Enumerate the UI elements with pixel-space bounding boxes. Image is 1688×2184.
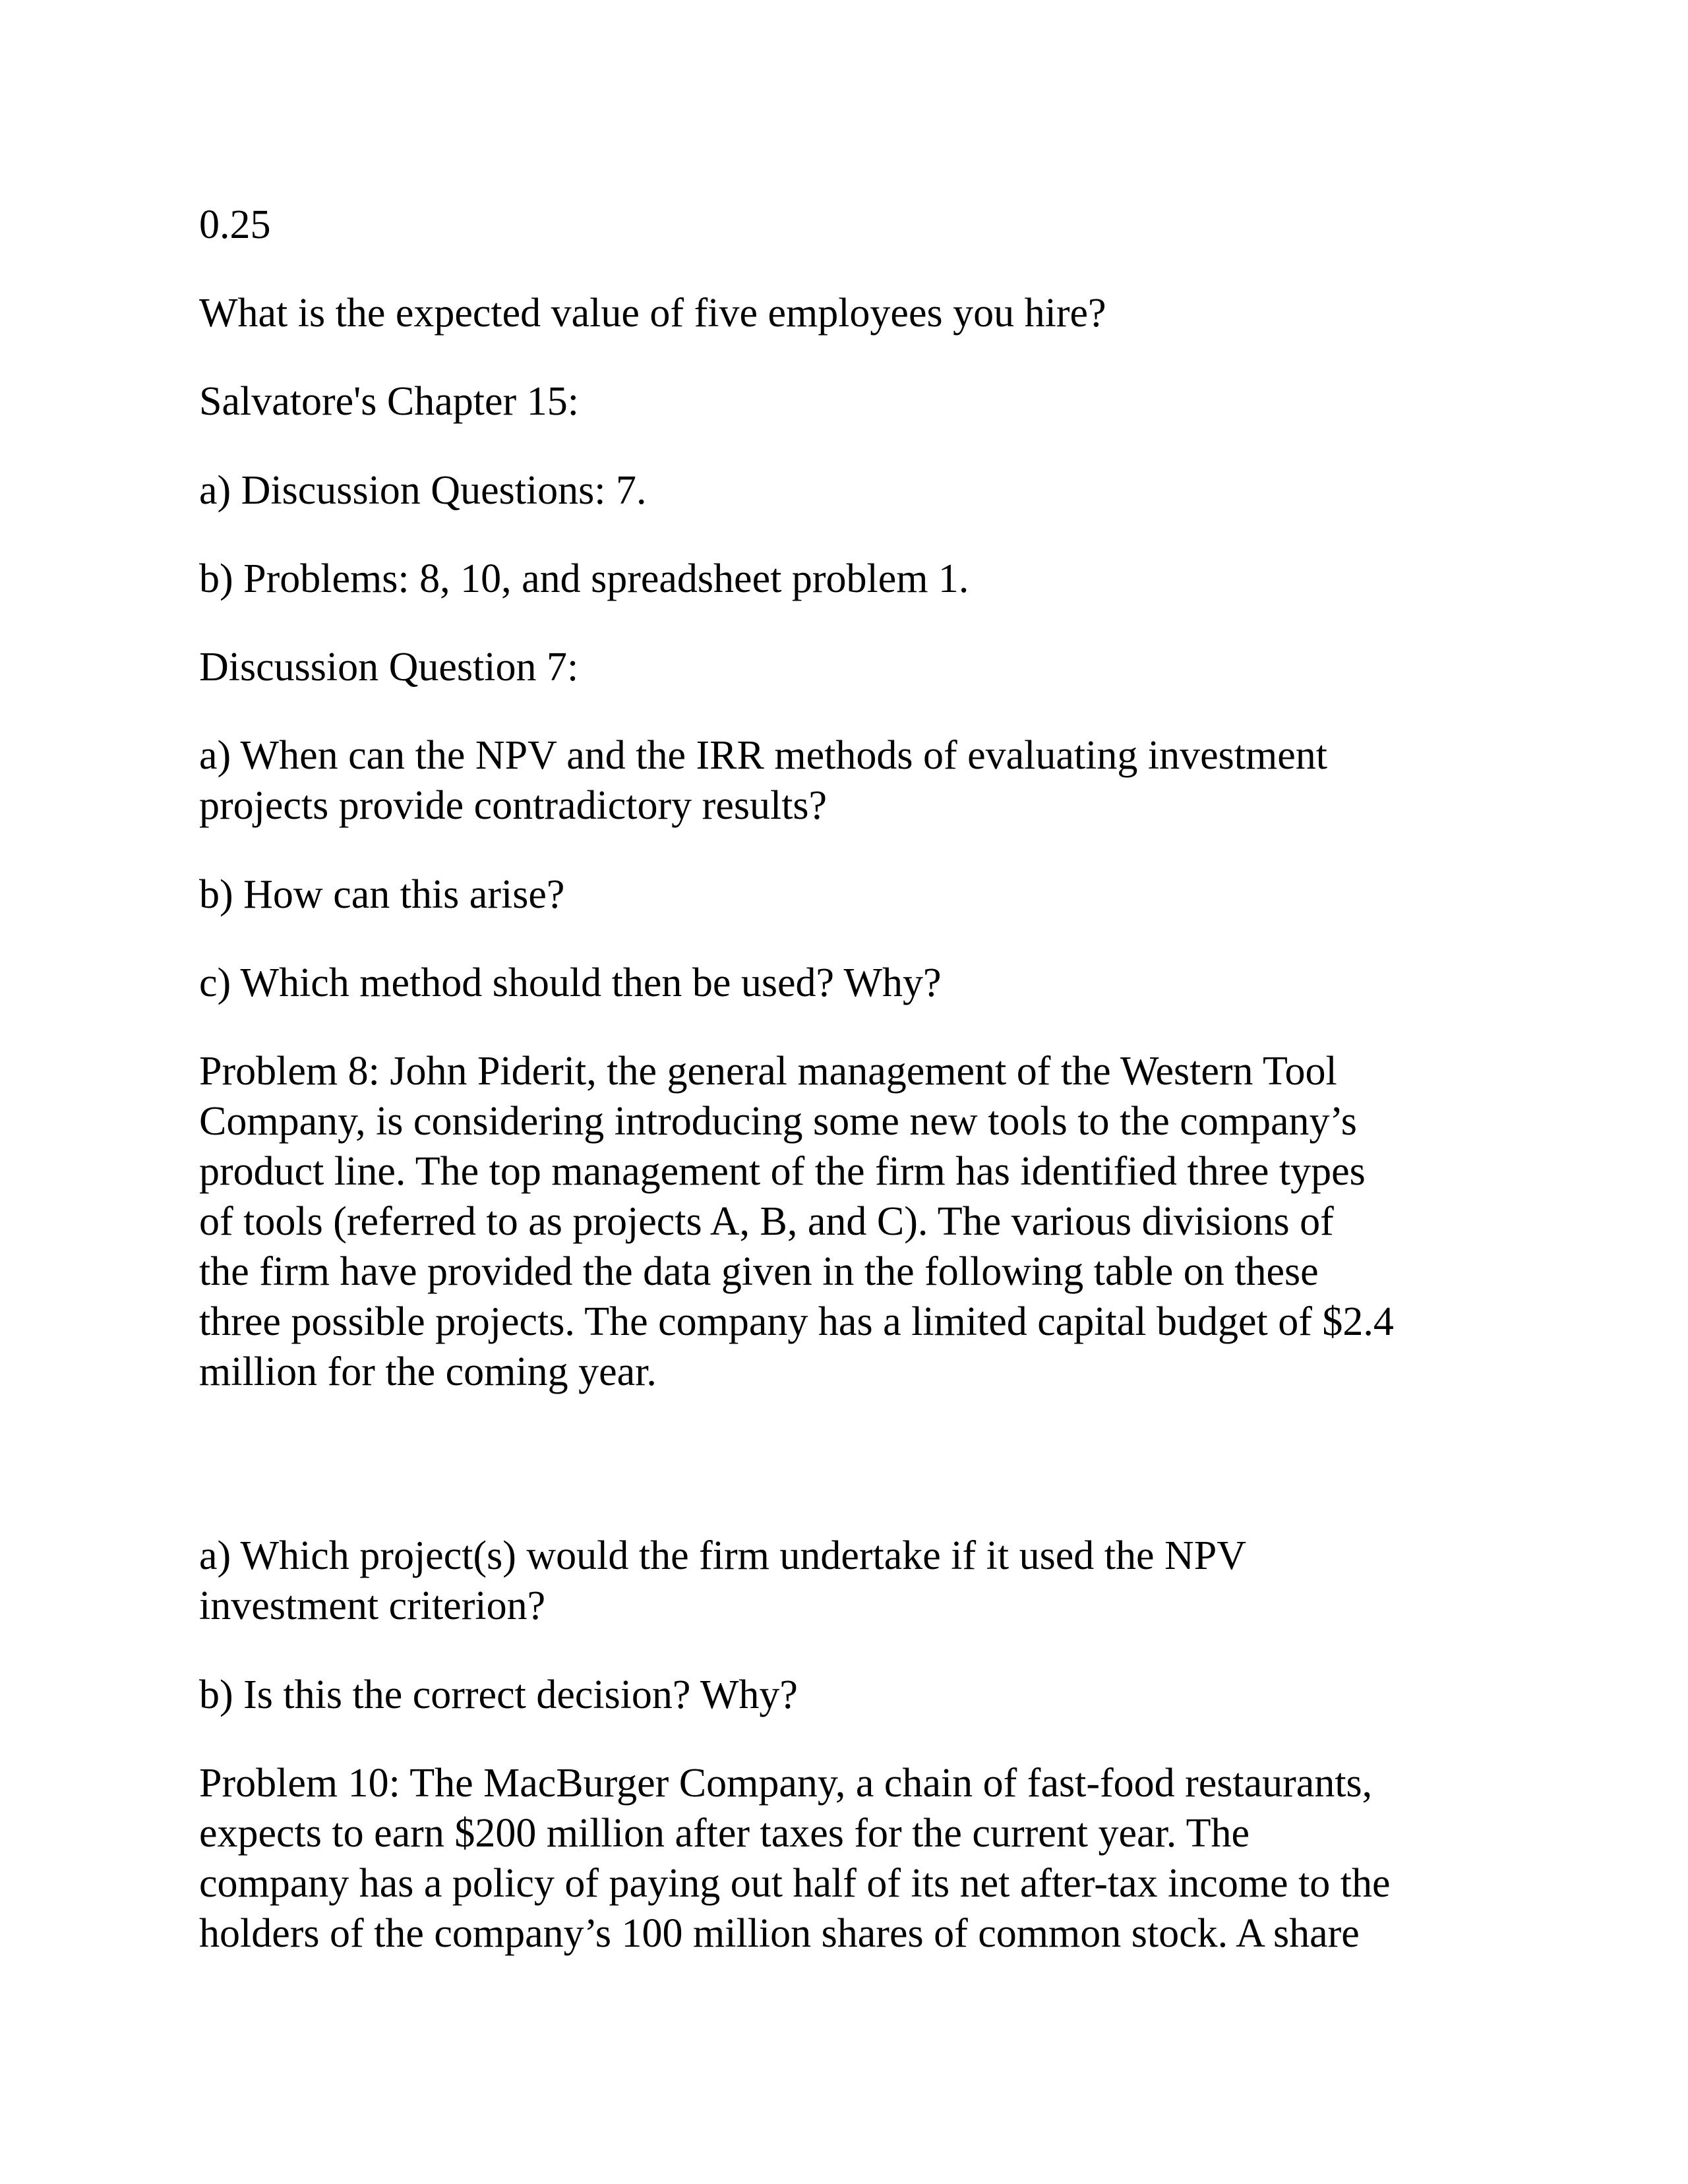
expected-value-question: What is the expected value of five employees you hire? — [199, 291, 1106, 336]
problem-8-paragraph: Problem 8: John Piderit, the general management of the Western Tool Company, is considering introducing some new tools to the company’s product line. The top management of the firm has identified three types of tools (referred to as projects A, B, and C). The various divisions of the firm have provided the data given in the following table on these three possible projects. The company has a limited capital budget of $2.4 million for the coming year. — [199, 1049, 1394, 1394]
value-paragraph: 0.25 — [199, 202, 271, 247]
problem-8-part-b: b) Is this the correct decision? Why? — [199, 1672, 798, 1717]
discussion-question-7-heading: Discussion Question 7: — [199, 645, 579, 690]
chapter-heading: Salvatore's Chapter 15: — [199, 379, 579, 424]
problem-8-part-a: a) Which project(s) would the firm undertake if it used the NPV investment criterion? — [199, 1533, 1247, 1628]
question-part-b: b) How can this arise? — [199, 872, 565, 917]
discussion-questions-item: a) Discussion Questions: 7. — [199, 468, 647, 513]
question-part-a: a) When can the NPV and the IRR methods of evaluating investment projects provide contradictory results? — [199, 733, 1327, 828]
question-part-c: c) Which method should then be used? Why? — [199, 960, 942, 1005]
problems-item: b) Problems: 8, 10, and spreadsheet problem 1. — [199, 556, 969, 601]
problem-10-paragraph: Problem 10: The MacBurger Company, a chain of fast-food restaurants, expects to earn $200 million after taxes for the current year. The company has a policy of paying out half of its net after-tax income to the holders of the company’s 100 million shares of common stock. A share — [199, 1761, 1391, 1956]
